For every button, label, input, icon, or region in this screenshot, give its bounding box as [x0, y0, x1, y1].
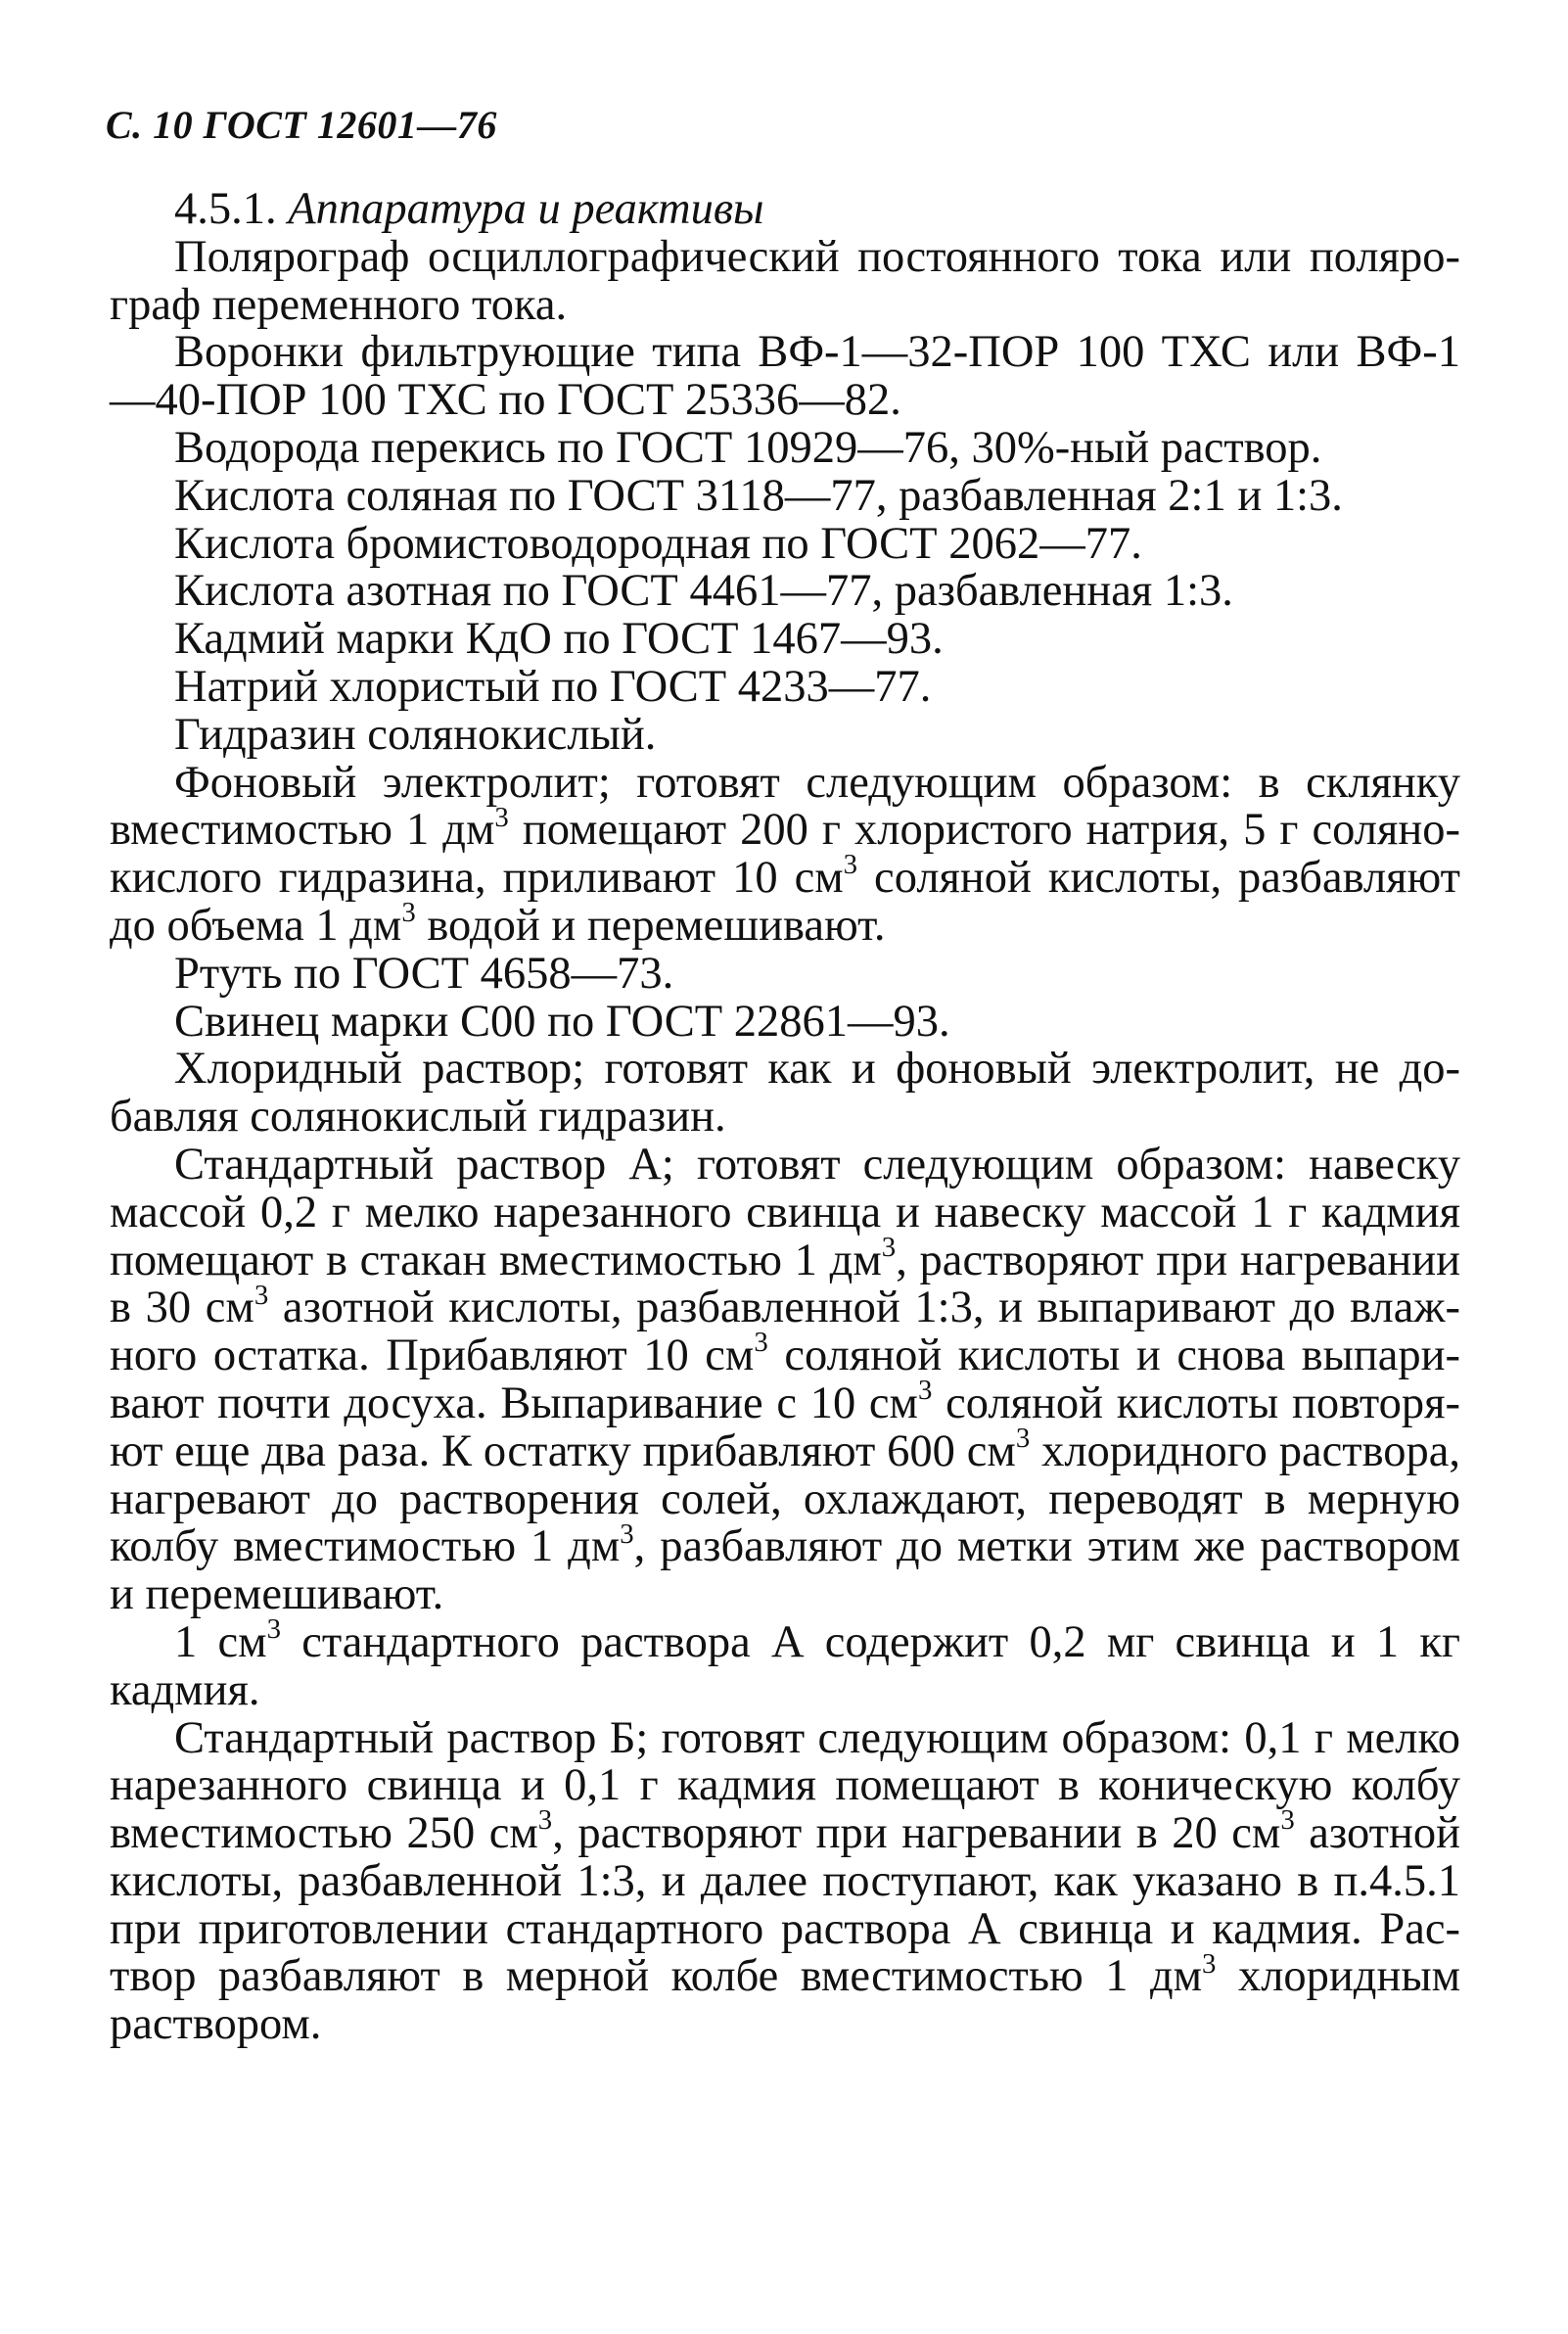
paragraph-sodium-chloride: Натрий хлористый по ГОСТ 4233—77.: [174, 661, 932, 712]
paragraph-hydrochloric-acid: Кислота соляная по ГОСТ 3118—77, разбавленная 2:1 и 1:3.: [174, 470, 1343, 521]
paragraph-nitric-acid: Кислота азотная по ГОСТ 4461—77, разбавленная 1:3.: [174, 566, 1233, 617]
paragraph-polarograph: Полярограф осциллографический постоянного тока или полярограф переменного тока.: [110, 231, 1460, 330]
document-body: [110, 186, 1460, 2049]
paragraph-standard-solution-a: Стандартный раствор А; готовят следующим образом: навеску массой 0,2 г мелко нарезанного свинца и навеску массой 1 г кадмия помещают в стакан вместимостью 1 $дм^3$, растворяют при нагревании в 30 $см^3$ азотной кислоты, разбавленной 1:3, и выпаривают до влажного остатка. Прибавляют 10 $см^3$ соляной кислоты и снова выпаривают почти досуха. Выпаривание с 10 $см^3$ соляной кислоты повторяют еще два раза. К остатку прибавляют 600 $см^3$ хлоридного раствора, нагревают до растворения солей, охлаждают, переводят в мерную колбу вместимостью 1 $дм^3$, разбавляют до метки этим же раствором и перемешивают.: [110, 1139, 1461, 1620]
section-title: Аппаратура и реактивы: [288, 184, 764, 234]
page-header: С. 10 ГОСТ 12601—76: [106, 103, 497, 147]
paragraph-cadmium: Кадмий марки КдО по ГОСТ 1467—93.: [174, 614, 944, 665]
paragraph-funnels: Воронки фильтрующие типа ВФ-1—32-ПОР 100 ТХС или ВФ-1—40-ПОР 100 ТХС по ГОСТ 25336—82.: [110, 327, 1460, 426]
paragraph-hydrobromic-acid: Кислота бромистоводородная по ГОСТ 2062—77.: [174, 518, 1142, 569]
paragraph-hydrogen-peroxide: Водорода перекись по ГОСТ 10929—76, 30%-ный раствор.: [174, 422, 1322, 473]
paragraph-solution-a-content: 1 $см^3$ стандартного раствора А содержит 0,2 мг свинца и 1 кг кадмия.: [110, 1613, 1460, 1715]
paragraph-hydrazine: Гидразин солянокислый.: [174, 709, 657, 760]
paragraph-mercury: Ртуть по ГОСТ 4658—73.: [174, 948, 674, 999]
paragraph-background-electrolyte: Фоновый электролит; готовят следующим образом: в склянку вместимостью 1 $дм^3$ помещают 200 г хлористого натрия, 5 г солянокислого гидразина, приливают 10 $см^3$ соляной кислоты, разбавляют до объема 1 $дм^3$ водой и перемешивают.: [110, 757, 1461, 951]
paragraph-lead: Свинец марки С00 по ГОСТ 22861—93.: [174, 996, 950, 1047]
paragraph-standard-solution-b: Стандартный раствор Б; готовят следующим образом: 0,1 г мелко нарезанного свинца и 0,1 г кадмия помещают в коническую колбу вместимостью 250 $см^3$, растворяют при нагревании в 20 $см^3$ азотной кислоты, разбавленной 1:3, и далее поступают, как указано в п.4.5.1 при приготовлении стандартного раствора А свинца и кадмия. Раствор разбавляют в мерной колбе вместимостью 1 $дм^3$ хлоридным раствором.: [110, 1712, 1460, 2050]
section-number: 4.5.1.: [174, 184, 277, 234]
paragraph-chloride-solution: Хлоридный раствор; готовят как и фоновый электролит, не добавляя солянокислый гидразин.: [110, 1044, 1460, 1143]
section-heading: [110, 186, 1460, 234]
